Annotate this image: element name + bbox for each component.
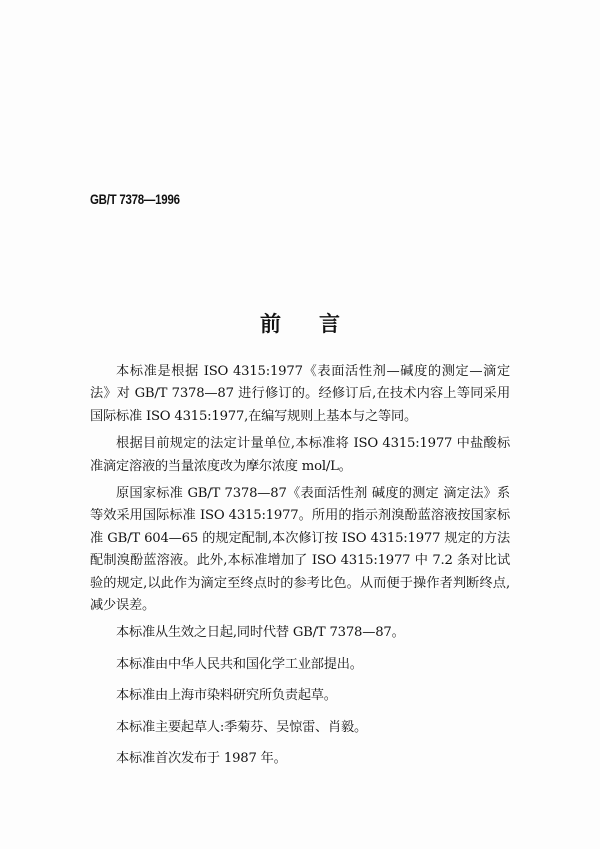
standard-code: GB/T 7378—1996 (90, 191, 180, 207)
paragraph-units: 根据目前规定的法定计量单位,本标准将 ISO 4315:1977 中盐酸标准滴定溶液的当量浓度改为摩尔浓度 mol/L。 (90, 436, 510, 474)
paragraph-proposed-by: 本标准由中华人民共和国化学工业部提出。 (116, 656, 363, 672)
paragraph-drafters: 本标准主要起草人:季菊芬、吴惊雷、肖毅。 (116, 719, 368, 735)
title-char-1: 前 (260, 311, 281, 336)
title-char-2: 言 (319, 311, 340, 336)
preface-body (90, 361, 510, 780)
paragraph-original-standard: 原国家标准 GB/T 7378—87《表面活性剂 碱度的测定 滴定法》系等效采用国际标准 ISO 4315:1977。所用的指示剂溴酚蓝溶液按国家标准 GB/T 604—65 的规定配制,本次修订按 ISO 4315:1977 规定的方法配制溴酚蓝溶液。此外,本标准增加了 ISO 4315:1977 中 7.2 条对比试验的规定,以此作为滴定至终点时的参考比色。从而便于操作者判断终点,减少误差。 (90, 486, 510, 614)
paragraph-drafted-by: 本标准由上海市染料研究所负责起草。 (116, 688, 337, 704)
paragraph-effective: 本标准从生效之日起,同时代替 GB/T 7378—87。 (116, 625, 405, 641)
paragraph-first-issued: 本标准首次发布于 1987 年。 (116, 751, 287, 767)
paragraph-revision-basis: 本标准是根据 ISO 4315:1977《表面活性剂—碱度的测定—滴定法》对 GB/T 7378—87 进行修订的。经修订后,在技术内容上等同采用国际标准 ISO 4315:1977,在编写规则上基本与之等同。 (90, 364, 510, 424)
page-title (0, 308, 600, 338)
